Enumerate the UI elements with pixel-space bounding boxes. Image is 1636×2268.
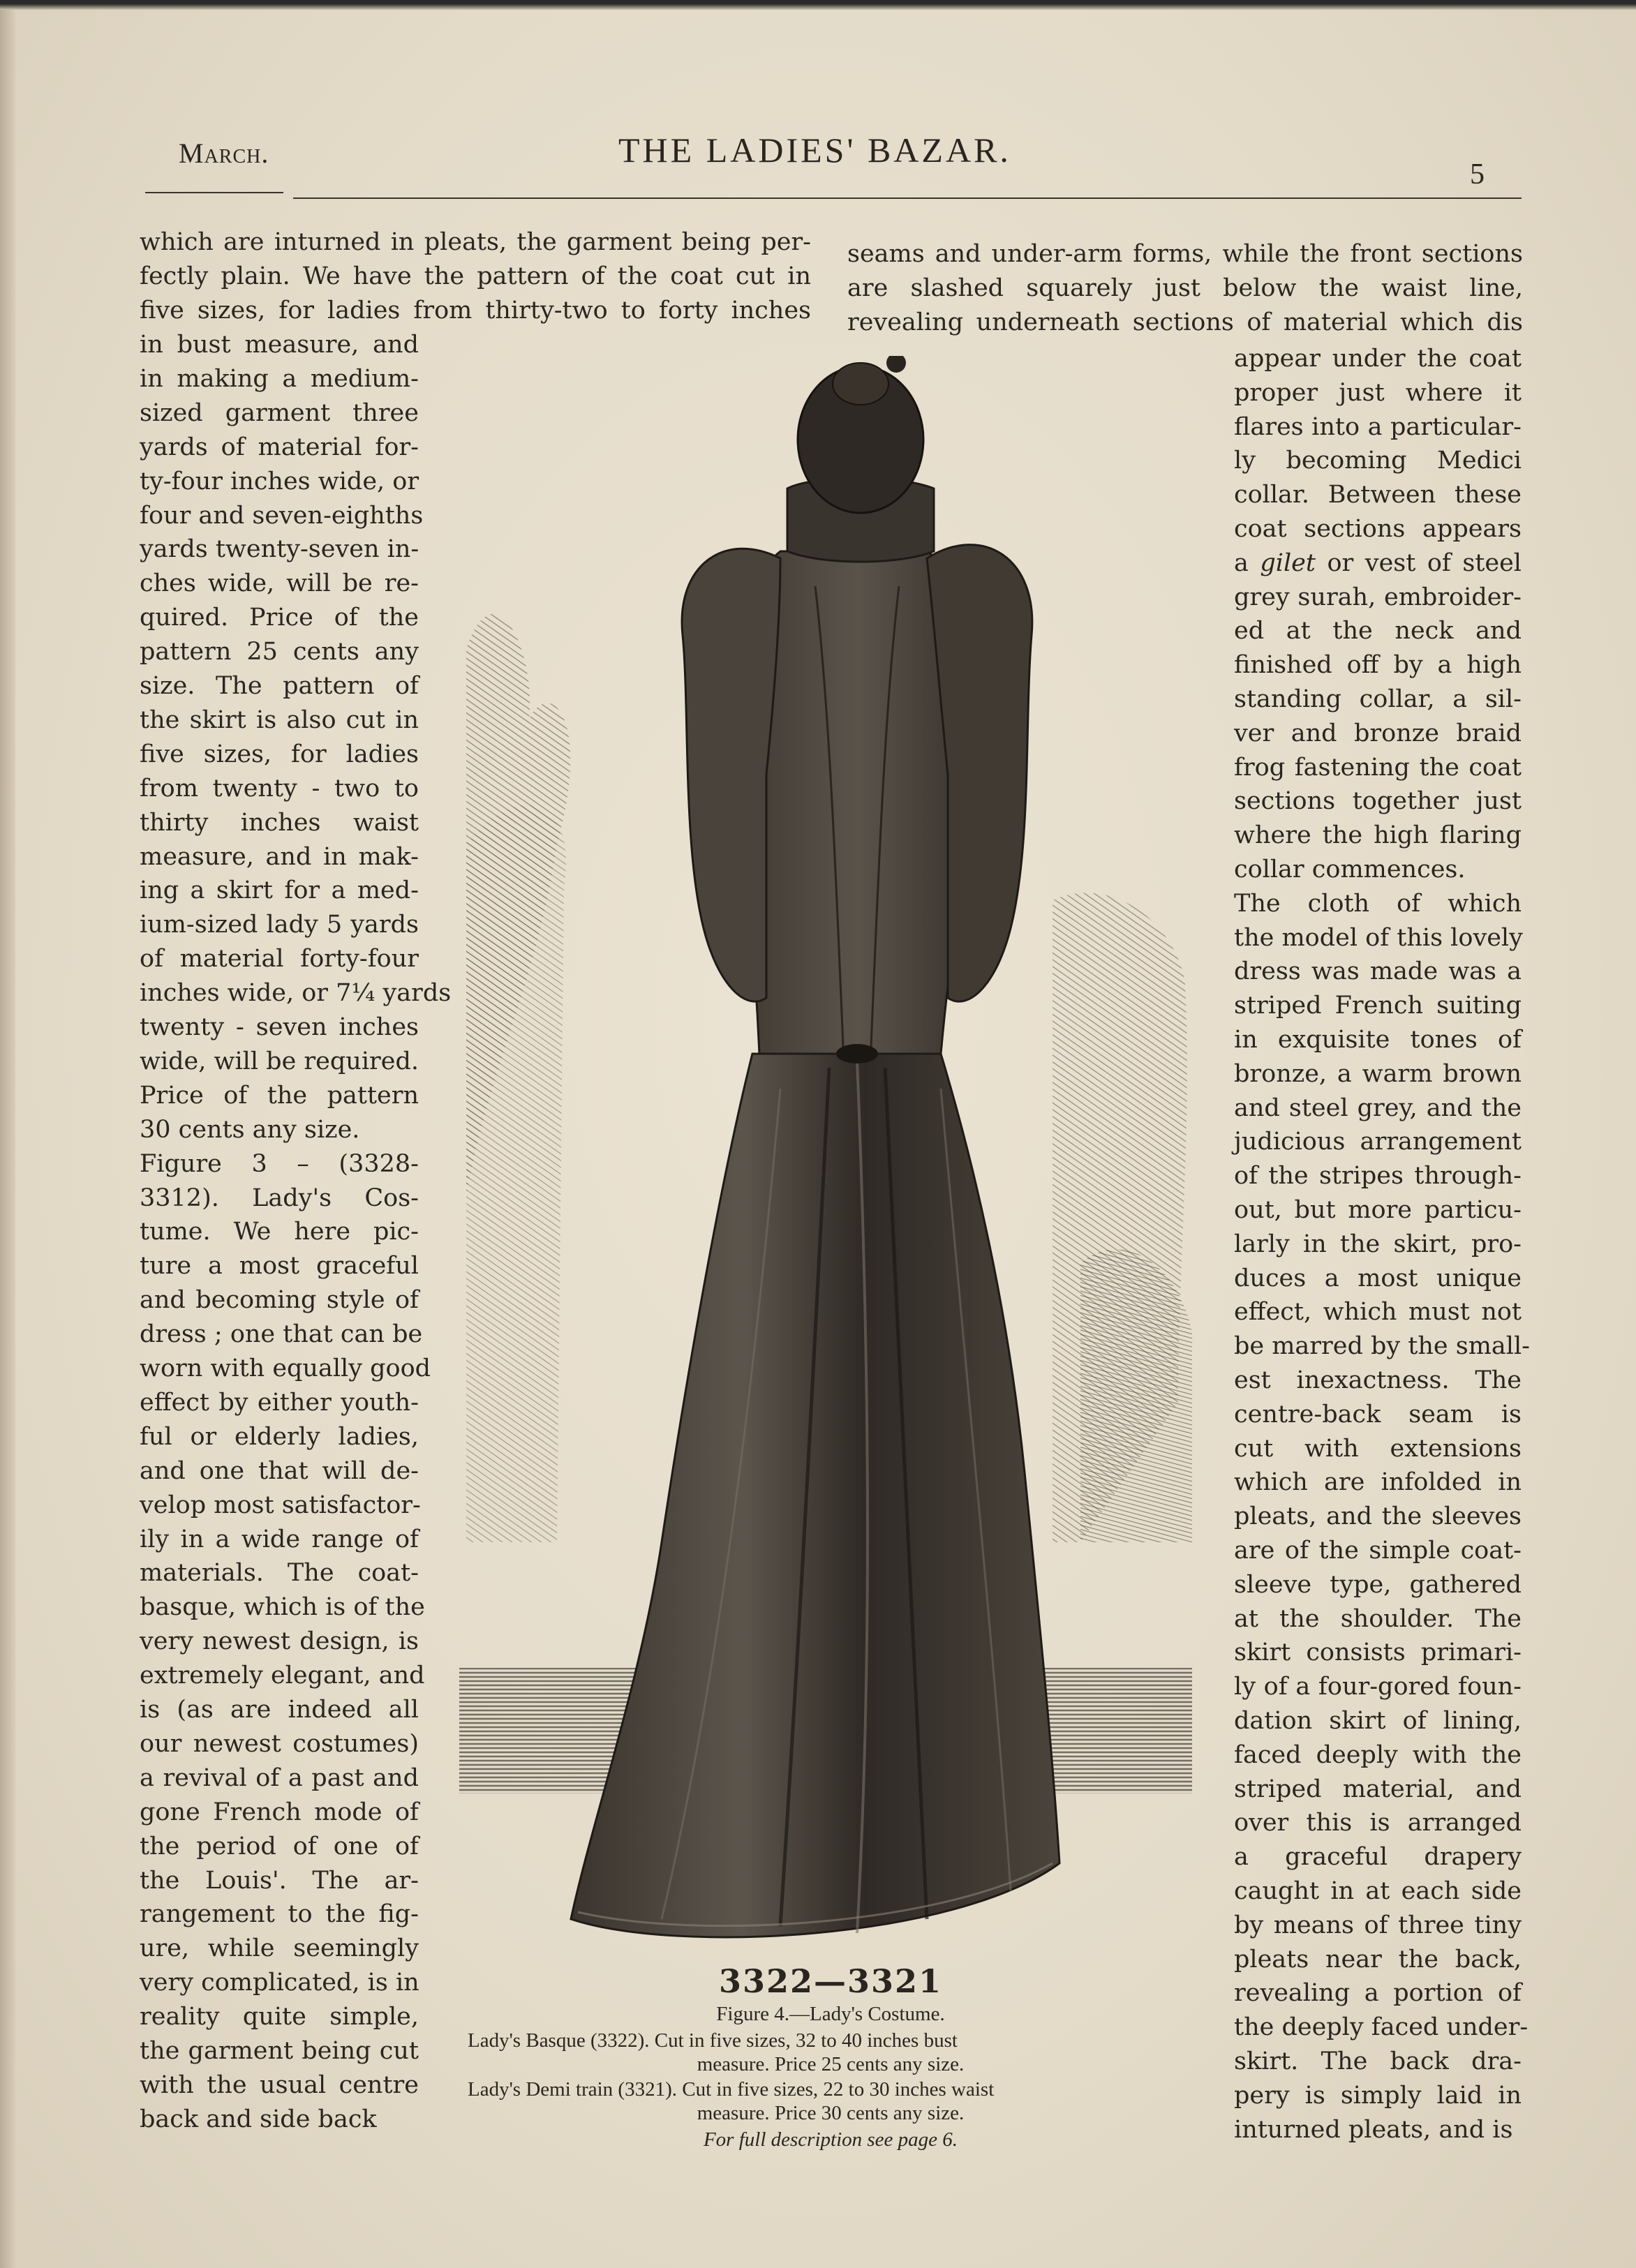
text-line: pleats near the back,: [1234, 1945, 1522, 1974]
text-line: the deeply faced under-: [1234, 2013, 1529, 2042]
text-line: centre-back seam is: [1234, 1400, 1522, 1428]
text-line: the garment being cut: [140, 2037, 419, 2065]
text-line: skirt consists primari-: [1234, 1639, 1522, 1667]
text-line: striped French suiting: [1234, 992, 1522, 1020]
text-line: a graceful drapery: [1234, 1843, 1522, 1872]
caption-line: measure. Price 30 cents any size.: [697, 2102, 965, 2124]
page-binding-edge: [0, 0, 15, 2268]
caption-line: Lady's Basque (3322). Cut in five sizes, 32 to 40 inches bust: [468, 2029, 958, 2052]
text-line: judicious arrangement: [1234, 1128, 1522, 1156]
text-line: by means of three tiny: [1234, 1911, 1522, 1939]
text-line: are slashed squarely just below the waist line,: [847, 274, 1523, 302]
text-line: the period of one of: [140, 1832, 419, 1860]
text-line: thirty inches waist: [140, 808, 419, 837]
text-line: Price of the pattern: [140, 1081, 419, 1110]
caption-line: Lady's Demi train (3321). Cut in five sizes, 22 to 30 inches waist: [468, 2078, 995, 2101]
text-line: a gilet or vest of steel: [1234, 549, 1522, 577]
text-line: faced deeply with the: [1234, 1740, 1522, 1769]
text-line: dress ; one that can be: [140, 1320, 423, 1349]
text-line: five sizes, for ladies from thirty-two to forty inches: [140, 297, 811, 324]
text-line: ches wide, will be re-: [140, 569, 419, 598]
header-title: THE LADIES' BAZAR.: [618, 130, 1011, 170]
page-number: 5: [1470, 158, 1485, 191]
text-line: revealing a portion of: [1234, 1979, 1522, 2008]
text-line: revealing underneath sections of material which dis: [847, 308, 1523, 336]
text-line: the skirt is also cut in: [140, 706, 419, 734]
text-line: a revival of a past and: [140, 1763, 419, 1792]
text-line: ing a skirt for a med-: [140, 876, 419, 905]
text-line: velop most satisfactor-: [140, 1491, 421, 1519]
text-line: at the shoulder. The: [1234, 1604, 1522, 1633]
text-line: ure, while seemingly: [140, 1934, 419, 1963]
text-line: wide, will be required.: [140, 1047, 419, 1075]
figure-title: Figure 4.—Lady's Costume.: [716, 2003, 945, 2025]
text-line: of material forty-four: [140, 945, 419, 973]
text-line: very complicated, is in: [140, 1969, 419, 1997]
text-line: skirt. The back dra-: [1234, 2047, 1522, 2075]
text-line: 3312). Lady's Cos-: [140, 1184, 419, 1212]
text-line: appear under the coat: [1234, 345, 1522, 373]
header-month: March.: [179, 137, 269, 169]
running-head: [140, 130, 1522, 191]
text-line: inturned pleats, and is: [1234, 2115, 1513, 2144]
text-line: caught in at each side: [1234, 1877, 1522, 1905]
text-line: dation skirt of lining,: [1234, 1707, 1522, 1735]
text-line: flares into a particular-: [1234, 412, 1522, 441]
figure-reference: For full description see page 6.: [703, 2128, 958, 2151]
text-line: our newest costumes): [140, 1729, 419, 1758]
text-line: ed at the neck and: [1234, 617, 1522, 646]
text-line: ium-sized lady 5 yards: [140, 911, 419, 939]
text-line: rangement to the fig-: [140, 1900, 419, 1929]
text-line: pery is simply laid in: [1234, 2081, 1522, 2110]
text-line: finished off by a high: [1234, 651, 1522, 680]
text-line: proper just where it: [1234, 378, 1522, 407]
costume-illustration: [452, 356, 1206, 1954]
text-line: cut with extensions: [1234, 1434, 1522, 1463]
header-rule-right: [293, 197, 1522, 199]
text-line: sleeve type, gathered: [1234, 1570, 1522, 1599]
text-line: effect by either youth-: [140, 1388, 419, 1417]
text-line: out, but more particu-: [1234, 1196, 1522, 1224]
text-line: bronze, a warm brown: [1234, 1059, 1522, 1088]
text-line: ly becoming Medici: [1234, 447, 1522, 475]
text-line: duces a most unique: [1234, 1264, 1522, 1292]
text-line: be marred by the small-: [1234, 1332, 1530, 1361]
text-line: fectly plain. We have the pattern of the coat cut in: [140, 262, 811, 290]
text-line: inches wide, or 7¼ yards: [140, 979, 452, 1008]
text-line: worn with equally good: [140, 1355, 431, 1382]
text-line: which are infolded in: [1234, 1468, 1522, 1497]
text-line: where the high flaring: [1234, 821, 1522, 850]
text-line: seams and under-arm forms, while the front sections: [847, 240, 1523, 268]
text-line: yards twenty-seven in-: [140, 535, 419, 564]
text-line: the model of this lovely: [1234, 923, 1523, 952]
text-line: and becoming style of: [140, 1286, 419, 1315]
text-line: ly of a four-gored foun-: [1234, 1673, 1522, 1701]
text-line: est inexactness. The: [1234, 1366, 1522, 1394]
text-line: Figure 3 – (3328-: [140, 1149, 419, 1178]
text-line: which are inturned in pleats, the garment being per-: [140, 228, 811, 256]
text-line: ture a most graceful: [140, 1252, 419, 1281]
text-line: collar. Between these: [1234, 481, 1522, 509]
text-line: the Louis'. The ar-: [140, 1866, 419, 1895]
text-line: The cloth of which: [1234, 889, 1522, 918]
text-line: tume. We here pic-: [140, 1218, 419, 1246]
text-line: measure, and in mak-: [140, 842, 419, 871]
text-line: collar commences.: [1234, 856, 1466, 883]
text-line: is (as are indeed all: [140, 1696, 419, 1724]
text-line: grey surah, embroider-: [1234, 583, 1522, 611]
text-line: sized garment three: [140, 398, 419, 427]
text-line: sections together just: [1234, 787, 1522, 816]
text-line: gone French mode of: [140, 1798, 419, 1826]
text-line: from twenty - two to: [140, 774, 419, 803]
text-line: over this is arranged: [1234, 1809, 1522, 1837]
text-line: five sizes, for ladies: [140, 740, 419, 768]
text-line: reality quite simple,: [140, 2003, 419, 2031]
text-line: in bust measure, and: [140, 331, 419, 359]
costume-engraving-graphic: [452, 356, 1206, 1954]
caption-line: measure. Price 25 cents any size.: [697, 2053, 965, 2075]
text-line: coat sections appears: [1234, 515, 1522, 543]
text-line: in exquisite tones of: [1234, 1026, 1522, 1054]
figure-caption: [454, 1962, 1207, 2172]
text-line: back and side back: [140, 2105, 377, 2133]
text-line: frog fastening the coat: [1234, 753, 1522, 782]
text-line: larly in the skirt, pro-: [1234, 1230, 1522, 1258]
text-line: ful or elderly ladies,: [140, 1422, 419, 1451]
text-line: dress was made was a: [1234, 957, 1522, 986]
text-line: ver and bronze braid: [1234, 719, 1522, 747]
text-line: in making a medium-: [140, 364, 419, 393]
text-line: with the usual centre: [140, 2071, 419, 2099]
text-line: extremely elegant, and: [140, 1662, 425, 1690]
text-line: and one that will de-: [140, 1456, 419, 1485]
text-line: quired. Price of the: [140, 604, 419, 632]
header-rule-left: [145, 192, 283, 193]
figure-pattern-numbers: 3322—3321: [718, 1962, 943, 2000]
text-line: and steel grey, and the: [1234, 1094, 1522, 1122]
text-line: size. The pattern of: [140, 672, 419, 700]
text-line: standing collar, a sil-: [1234, 685, 1522, 713]
text-line: materials. The coat-: [140, 1559, 419, 1588]
text-line: ily in a wide range of: [140, 1525, 419, 1553]
page-top-edge: [0, 0, 1636, 10]
text-line: very newest design, is: [140, 1627, 419, 1656]
text-line: pleats, and the sleeves: [1234, 1502, 1522, 1531]
text-line: four and seven-eighths: [140, 501, 424, 530]
text-line: striped material, and: [1234, 1775, 1522, 1803]
text-line: yards of material for-: [140, 433, 419, 461]
text-line: pattern 25 cents any: [140, 638, 419, 666]
text-line: ty-four inches wide, or: [140, 467, 419, 495]
text-line: are of the simple coat-: [1234, 1537, 1522, 1565]
text-line: effect, which must not: [1234, 1298, 1522, 1327]
text-line: twenty - seven inches: [140, 1013, 419, 1041]
text-line: 30 cents any size.: [140, 1115, 360, 1144]
text-line: basque, which is of the: [140, 1593, 425, 1622]
text-line: of the stripes through-: [1234, 1162, 1522, 1191]
